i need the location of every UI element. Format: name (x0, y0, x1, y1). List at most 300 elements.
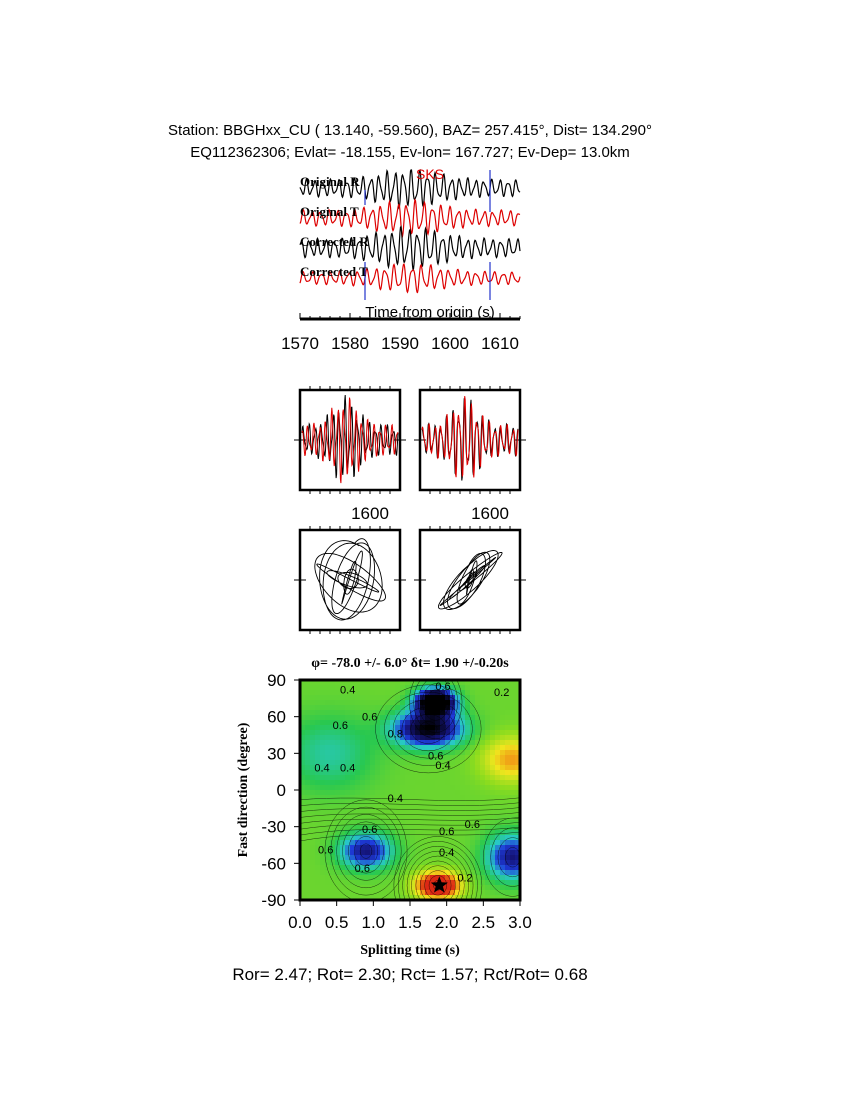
grid-cell (420, 835, 426, 841)
grid-cell (375, 700, 381, 706)
grid-cell (380, 710, 386, 716)
grid-cell (355, 755, 361, 761)
grid-cell (380, 775, 386, 781)
grid-cell (495, 770, 501, 776)
grid-cell (370, 740, 376, 746)
grid-cell (355, 855, 361, 861)
grid-cell (430, 850, 436, 856)
grid-cell (310, 860, 316, 866)
grid-cell (380, 800, 386, 806)
grid-cell (340, 805, 346, 811)
grid-cell (425, 720, 431, 726)
grid-cell (375, 855, 381, 861)
grid-cell (500, 810, 506, 816)
contour-label: 0.4 (340, 684, 356, 697)
grid-cell (355, 720, 361, 726)
grid-cell (385, 690, 391, 696)
grid-cell (365, 775, 371, 781)
grid-cell (445, 720, 451, 726)
grid-cell (325, 720, 331, 726)
grid-cell (465, 805, 471, 811)
grid-cell (350, 790, 356, 796)
grid-cell (440, 820, 446, 826)
grid-cell (325, 830, 331, 836)
grid-cell (510, 790, 516, 796)
contour-label: 0.2 (494, 686, 510, 699)
grid-cell (380, 850, 386, 856)
grid-cell (325, 750, 331, 756)
grid-cell (480, 740, 486, 746)
grid-cell (495, 810, 501, 816)
grid-cell (485, 775, 491, 781)
grid-cell (435, 810, 441, 816)
grid-cell (450, 785, 456, 791)
grid-cell (350, 715, 356, 721)
grid-cell (430, 795, 436, 801)
grid-cell (410, 765, 416, 771)
grid-cell (510, 735, 516, 741)
grid-cell (500, 790, 506, 796)
grid-cell (310, 750, 316, 756)
grid-cell (430, 845, 436, 851)
grid-cell (305, 775, 311, 781)
grid-cell (390, 780, 396, 786)
grid-cell (450, 770, 456, 776)
grid-cell (485, 880, 491, 886)
grid-cell (415, 775, 421, 781)
grid-cell (315, 860, 321, 866)
grid-cell (465, 700, 471, 706)
grid-cell (370, 775, 376, 781)
ratio-summary: Ror= 2.47; Rot= 2.30; Rct= 1.57; Rct/Rot= 0.68 (232, 965, 588, 984)
grid-cell (465, 720, 471, 726)
grid-cell (415, 785, 421, 791)
grid-cell (500, 755, 506, 761)
x-tick-label: 2.0 (434, 913, 459, 932)
grid-cell (490, 760, 496, 766)
grid-cell (500, 865, 506, 871)
grid-cell (505, 705, 511, 711)
grid-cell (365, 835, 371, 841)
grid-cell (470, 810, 476, 816)
grid-cell (455, 785, 461, 791)
grid-cell (330, 780, 336, 786)
grid-cell (495, 785, 501, 791)
grid-cell (360, 730, 366, 736)
grid-cell (365, 815, 371, 821)
grid-cell (310, 720, 316, 726)
grid-cell (510, 705, 516, 711)
grid-cell (320, 720, 326, 726)
grid-cell (365, 725, 371, 731)
grid-cell (365, 730, 371, 736)
grid-cell (305, 765, 311, 771)
grid-cell (360, 785, 366, 791)
grid-cell (505, 795, 511, 801)
splitting-grid-plot (261, 665, 542, 934)
grid-cell (505, 755, 511, 761)
grid-cell (370, 850, 376, 856)
grid-cell (500, 795, 506, 801)
grid-cell (325, 885, 331, 891)
grid-cell (445, 815, 451, 821)
grid-cell (305, 875, 311, 881)
grid-cell (445, 790, 451, 796)
grid-cell (455, 805, 461, 811)
grid-cell (355, 810, 361, 816)
grid-cell (315, 865, 321, 871)
grid-cell (375, 785, 381, 791)
grid-cell (430, 805, 436, 811)
grid-cell (390, 740, 396, 746)
grid-cell (335, 700, 341, 706)
grid-cell (400, 705, 406, 711)
grid-cell (485, 705, 491, 711)
grid-cell (465, 760, 471, 766)
grid-cell (450, 760, 456, 766)
grid-cell (410, 785, 416, 791)
window-panels (294, 386, 526, 523)
grid-cell (440, 790, 446, 796)
grid-cell (335, 855, 341, 861)
particle-motion-path (439, 551, 503, 610)
grid-cell (505, 725, 511, 731)
grid-cell (400, 745, 406, 751)
grid-cell (480, 795, 486, 801)
grid-cell (370, 750, 376, 756)
grid-cell (495, 815, 501, 821)
grid-cell (370, 695, 376, 701)
time-tick-label: 1600 (431, 334, 469, 353)
grid-cell (510, 775, 516, 781)
grid-cell (400, 835, 406, 841)
grid-cell (460, 810, 466, 816)
grid-cell (460, 795, 466, 801)
grid-cell (505, 800, 511, 806)
grid-cell (445, 805, 451, 811)
grid-cell (455, 795, 461, 801)
grid-cell (460, 785, 466, 791)
grid-cell (330, 785, 336, 791)
grid-cell (380, 735, 386, 741)
grid-cell (500, 800, 506, 806)
grid-cell (370, 685, 376, 691)
grid-cell (425, 765, 431, 771)
grid-cell (375, 745, 381, 751)
grid-cell (315, 735, 321, 741)
grid-cell (500, 855, 506, 861)
grid-cell (395, 685, 401, 691)
grid-cell (410, 700, 416, 706)
grid-cell (375, 795, 381, 801)
grid-cell (310, 745, 316, 751)
grid-cell (305, 870, 311, 876)
grid-cell (365, 840, 371, 846)
grid-cell (485, 845, 491, 851)
grid-cell (385, 745, 391, 751)
grid-cell (385, 855, 391, 861)
grid-cell (405, 760, 411, 766)
grid-cell (455, 690, 461, 696)
window-panel-original (294, 386, 406, 523)
grid-cell (480, 695, 486, 701)
grid-cell (405, 885, 411, 891)
grid-cell (340, 875, 346, 881)
grid-cell (450, 755, 456, 761)
grid-cell (450, 700, 456, 706)
grid-cell (330, 775, 336, 781)
grid-cell (480, 855, 486, 861)
grid-cell (340, 800, 346, 806)
grid-cell (355, 730, 361, 736)
grid-cell (495, 755, 501, 761)
grid-cell (480, 710, 486, 716)
grid-cell (365, 750, 371, 756)
grid-cell (345, 705, 351, 711)
grid-cell (355, 890, 361, 896)
grid-cell (315, 715, 321, 721)
grid-cell (505, 710, 511, 716)
grid-cell (415, 890, 421, 896)
grid-cell (315, 730, 321, 736)
grid-cell (390, 710, 396, 716)
grid-cell (495, 765, 501, 771)
grid-cell (335, 850, 341, 856)
grid-cell (415, 790, 421, 796)
grid-cell (385, 685, 391, 691)
grid-cell (310, 795, 316, 801)
grid-cell (370, 840, 376, 846)
contour-label: 0.8 (387, 728, 403, 741)
grid-cell (500, 710, 506, 716)
grid-cell (405, 745, 411, 751)
grid-cell (340, 795, 346, 801)
grid-cell (325, 730, 331, 736)
grid-cell (370, 725, 376, 731)
grid-cell (470, 865, 476, 871)
grid-cell (415, 865, 421, 871)
grid-cell (325, 775, 331, 781)
grid-cell (505, 715, 511, 721)
grid-cell (370, 795, 376, 801)
grid-cell (405, 780, 411, 786)
grid-cell (355, 770, 361, 776)
grid-cell (410, 780, 416, 786)
grid-cell (360, 735, 366, 741)
grid-cell (310, 725, 316, 731)
grid-cell (355, 710, 361, 716)
grid-cell (470, 835, 476, 841)
grid-cell (395, 845, 401, 851)
grid-cell (335, 870, 341, 876)
grid-cell (470, 790, 476, 796)
grid-cell (490, 720, 496, 726)
grid-cell (505, 765, 511, 771)
grid-cell (465, 810, 471, 816)
grid-cell (455, 780, 461, 786)
grid-cell (390, 745, 396, 751)
grid-cell (390, 845, 396, 851)
grid-cell (480, 880, 486, 886)
grid-cell (475, 760, 481, 766)
grid-cell (360, 745, 366, 751)
grid-cell (380, 865, 386, 871)
grid-cell (320, 875, 326, 881)
grid-cell (470, 720, 476, 726)
grid-cell (380, 745, 386, 751)
grid-cell (315, 800, 321, 806)
station-info: Station: BBGHxx_CU ( 13.140, -59.560), BAZ= 257.415°, Dist= 134.290° (168, 122, 652, 139)
grid-cell (465, 835, 471, 841)
grid-cell (450, 790, 456, 796)
grid-cell (370, 790, 376, 796)
grid-cell (365, 690, 371, 696)
grid-cell (315, 690, 321, 696)
grid-cell (320, 705, 326, 711)
grid-cell (470, 775, 476, 781)
grid-cell (480, 835, 486, 841)
grid-cell (505, 750, 511, 756)
grid-cell (385, 865, 391, 871)
grid-cell (305, 750, 311, 756)
grid-cell (435, 815, 441, 821)
grid-cell (355, 685, 361, 691)
grid-cell (460, 770, 466, 776)
grid-cell (505, 825, 511, 831)
grid-cell (325, 790, 331, 796)
panel-frame (300, 530, 400, 630)
grid-cell (475, 725, 481, 731)
contour-label: 0.4 (314, 762, 330, 775)
grid-cell (355, 705, 361, 711)
time-axis (281, 313, 520, 353)
grid-cell (505, 740, 511, 746)
grid-cell (370, 770, 376, 776)
grid-cell (320, 885, 326, 891)
grid-cell (460, 765, 466, 771)
grid-cell (370, 735, 376, 741)
grid-cell (430, 790, 436, 796)
grid-cell (380, 760, 386, 766)
grid-cell (305, 735, 311, 741)
grid-cell (480, 765, 486, 771)
grid-cell (380, 765, 386, 771)
grid-cell (355, 880, 361, 886)
grid-cell (440, 775, 446, 781)
grid-cell (485, 690, 491, 696)
grid-cell (470, 760, 476, 766)
grid-cell (375, 755, 381, 761)
grid-cell (435, 800, 441, 806)
grid-cell (305, 785, 311, 791)
grid-cell (490, 890, 496, 896)
grid-cell (320, 780, 326, 786)
grid-cell (400, 775, 406, 781)
grid-cell (435, 740, 441, 746)
grid-cell (310, 835, 316, 841)
grid-cell (470, 695, 476, 701)
grid-cell (350, 840, 356, 846)
grid-cell (375, 705, 381, 711)
grid-cell (470, 785, 476, 791)
grid-cell (380, 815, 386, 821)
grid-cell (405, 735, 411, 741)
grid-cell (450, 780, 456, 786)
grid-cell (500, 730, 506, 736)
grid-cell (320, 740, 326, 746)
grid-cell (510, 870, 516, 876)
grid-cell (330, 890, 336, 896)
grid-cell (485, 785, 491, 791)
grid-cell (480, 775, 486, 781)
grid-cell (370, 760, 376, 766)
grid-cell (475, 720, 481, 726)
x-tick-label: 1.0 (361, 913, 386, 932)
grid-cell (475, 875, 481, 881)
grid-cell (485, 760, 491, 766)
grid-cell (470, 770, 476, 776)
grid-cell (325, 785, 331, 791)
grid-cell (415, 875, 421, 881)
grid-cell (475, 840, 481, 846)
grid-cell (425, 780, 431, 786)
grid-cell (390, 700, 396, 706)
grid-cell (330, 770, 336, 776)
grid-cell (325, 685, 331, 691)
grid-cell (310, 880, 316, 886)
grid-cell (320, 775, 326, 781)
grid-cell (395, 890, 401, 896)
grid-cell (370, 880, 376, 886)
grid-cell (475, 700, 481, 706)
grid-cell (510, 800, 516, 806)
grid-cell (315, 885, 321, 891)
grid-cell (310, 685, 316, 691)
grid-cell (320, 715, 326, 721)
grid-cell (495, 850, 501, 856)
grid-cell (415, 750, 421, 756)
grid-cell (460, 750, 466, 756)
event-info: EQ112362306; Evlat= -18.155, Ev-lon= 167.727; Ev-Dep= 13.0km (190, 144, 630, 161)
grid-cell (420, 790, 426, 796)
grid-cell (440, 805, 446, 811)
grid-cell (385, 775, 391, 781)
grid-cell (395, 750, 401, 756)
grid-cell (355, 835, 361, 841)
grid-cell (495, 775, 501, 781)
grid-cell (500, 765, 506, 771)
grid-cell (345, 740, 351, 746)
grid-cell (480, 800, 486, 806)
grid-cell (305, 725, 311, 731)
grid-cell (465, 690, 471, 696)
grid-cell (475, 695, 481, 701)
grid-cell (330, 760, 336, 766)
grid-cell (385, 840, 391, 846)
grid-cell (335, 800, 341, 806)
grid-cell (365, 735, 371, 741)
grid-cell (405, 725, 411, 731)
grid-cell (460, 780, 466, 786)
contour-label: 0.6 (354, 862, 370, 875)
grid-cell (330, 860, 336, 866)
grid-cell (335, 780, 341, 786)
grid-cell (365, 700, 371, 706)
grid-cell (370, 730, 376, 736)
grid-cell (495, 840, 501, 846)
grid-cell (360, 740, 366, 746)
grid-cell (495, 760, 501, 766)
